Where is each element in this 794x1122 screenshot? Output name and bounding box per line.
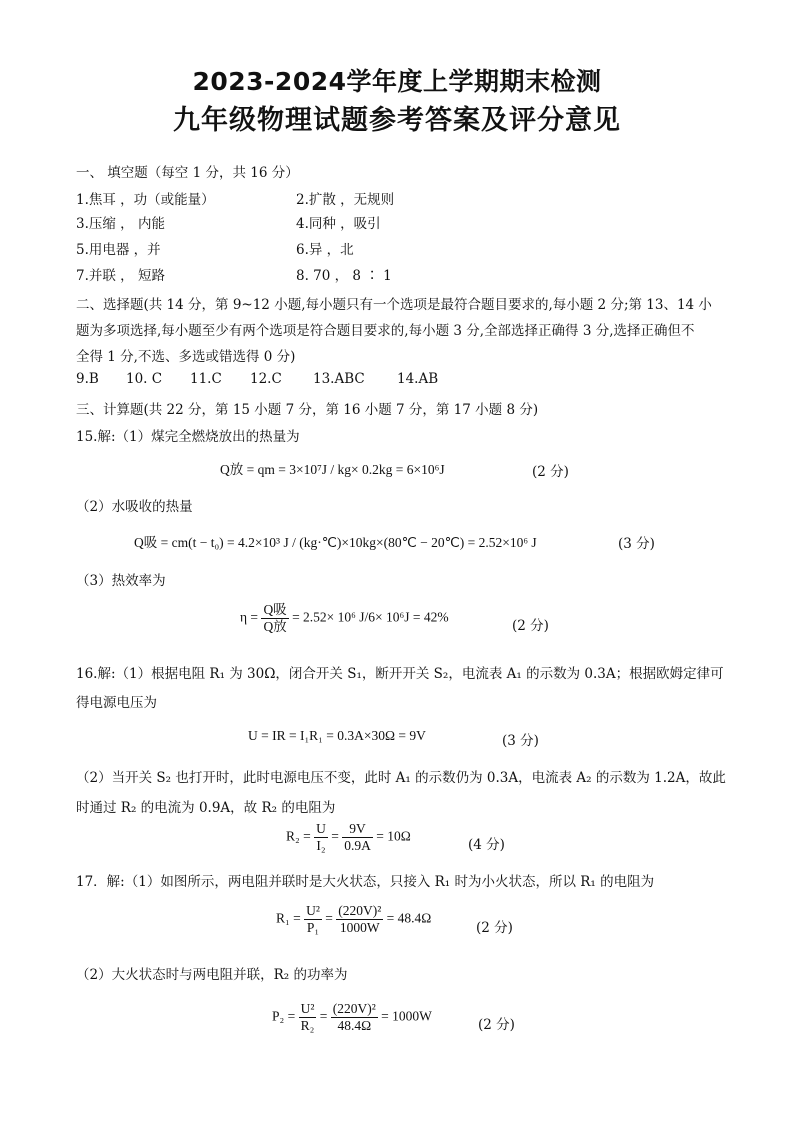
q17-eq2-fraction-2	[331, 1001, 378, 1034]
q15-eq3-fraction	[261, 602, 288, 635]
q17-eq1-f2-denominator: 1000W	[339, 920, 380, 935]
q16-eq2-f1-denominator: I₂	[316, 838, 326, 853]
q17-part2-text: （2）大火状态时与两电阻并联，R₂ 的功率为	[76, 967, 348, 983]
answer-10: 10. C	[126, 371, 163, 387]
q16-score-1: (3 分)	[502, 733, 539, 749]
section3-heading: 三、计算题(共 22 分，第 15 小题 7 分，第 16 小题 7 分，第 17 小题 8 分)	[76, 402, 539, 418]
q16-part1-text-line-2: 得电源电压为	[76, 695, 157, 711]
q15-eq3-lhs: η =	[240, 609, 259, 625]
equals-sign: =	[331, 828, 339, 844]
q16-eq2-f2-numerator: 9V	[342, 821, 373, 838]
answer-3: 3.压缩 ， 内能	[76, 216, 165, 232]
q17-eq1-f1-denominator: P₁	[306, 920, 320, 935]
answer-2: 2.扩散 ，无规则	[296, 192, 395, 208]
answer-9: 9.B	[76, 371, 99, 387]
q17-eq2-f2-numerator: (220V)²	[332, 1001, 376, 1016]
q16-eq2-f1-numerator: U	[316, 821, 326, 836]
q17-eq2-lhs: P₂ =	[272, 1008, 296, 1024]
q17-eq1-f2-numerator: (220V)²	[338, 903, 382, 918]
q15-equation-1: Q放 = qm = 3×10⁷J / kg× 0.2kg = 6×10⁶J	[220, 462, 445, 477]
q16-eq2-f2-denominator: 0.9A	[344, 838, 371, 853]
answer-14: 14.AB	[397, 371, 439, 387]
q16-part2-text-line-1: （2）当开关 S₂ 也打开时，此时电源电压不变，此时 A₁ 的示数仍为 0.3A，电流表 A₂ 的示数为 1.2A，故此	[76, 770, 726, 786]
section2-heading-line-2: 题为多项选择,每小题至少有两个选项是符合题目要求的,每小题 3 分,全部选择正确得 3 分,选择正确但不	[76, 323, 695, 339]
answer-1: 1.焦耳 ，功（或能量）	[76, 192, 215, 208]
q17-equation-2	[272, 1001, 432, 1034]
q16-equation-1: U = IR = I₁R₁ = 0.3A×30Ω = 9V	[248, 728, 426, 743]
q16-part1-text-line-1: 16.解:（1）根据电阻 R₁ 为 30Ω，闭合开关 S₁，断开开关 S₂，电流表 A₁ 的示数为 0.3A；根据欧姆定律可	[76, 666, 724, 682]
q15-part1-text: 15.解:（1）煤完全燃烧放出的热量为	[76, 429, 300, 445]
q15-eq3-rhs: = 2.52× 10⁶ J/6× 10⁶J = 42%	[292, 609, 449, 625]
q15-part3-text: （3）热效率为	[76, 573, 166, 589]
q16-eq2-lhs: R₂ =	[286, 828, 311, 844]
q17-eq2-fraction-1	[299, 1001, 317, 1034]
title-line-2: 九年级物理试题参考答案及评分意见	[173, 105, 621, 136]
q15-equation-3	[240, 602, 449, 635]
q17-eq1-rhs: = 48.4Ω	[386, 910, 432, 926]
section2-heading-line-3: 全得 1 分,不选、多选或错选得 0 分)	[76, 349, 296, 365]
answer-13: 13.ABC	[313, 371, 365, 387]
section2-heading-line-1: 二、选择题(共 14 分，第 9~12 小题,每小题只有一个选项是最符合题目要求的,每小题 2 分;第 13、14 小	[76, 297, 712, 313]
q16-eq2-fraction-1	[314, 821, 328, 854]
equals-sign: =	[325, 910, 333, 926]
answer-8: 8. 70 ， 8 ∶ 1	[296, 268, 392, 284]
q15-score-3: (2 分)	[512, 618, 549, 634]
q16-eq2-rhs: = 10Ω	[376, 828, 411, 844]
q17-eq1-f1-numerator: U²	[306, 903, 320, 918]
q17-eq2-f1-numerator: U²	[300, 1001, 315, 1016]
q17-eq2-rhs: = 1000W	[381, 1008, 432, 1024]
q16-score-2: (4 分)	[468, 837, 505, 853]
q17-eq1-lhs: R₁ =	[276, 910, 301, 926]
q17-equation-1	[276, 903, 431, 936]
q16-equation-2	[286, 821, 411, 854]
q17-score-1: (2 分)	[476, 920, 513, 936]
q15-eq3-denominator: Q放	[263, 619, 287, 634]
answer-12: 12.C	[250, 371, 282, 387]
answer-4: 4.同种 ，吸引	[296, 216, 381, 232]
q17-eq2-f1-denominator: R₂	[300, 1018, 315, 1033]
q16-eq2-fraction-2	[342, 821, 373, 854]
q15-score-1: (2 分)	[532, 464, 569, 480]
answer-5: 5.用电器 ，并	[76, 242, 161, 258]
title-line-1: 2023-2024学年度上学期期末检测	[192, 67, 602, 96]
q17-eq1-fraction-2	[336, 903, 383, 936]
q15-eq3-numerator: Q吸	[263, 602, 287, 617]
q17-score-2: (2 分)	[478, 1017, 515, 1033]
q17-eq1-fraction-1	[304, 903, 322, 936]
equals-sign: =	[319, 1008, 328, 1024]
q15-score-2: (3 分)	[618, 536, 655, 552]
q17-part1-text: 17．解:（1）如图所示，两电阻并联时是大火状态，只接入 R₁ 时为小火状态，所以 R₁ 的电阻为	[76, 874, 655, 890]
q15-part2-text: （2）水吸收的热量	[76, 499, 193, 515]
section1-heading: 一、 填空题（每空 1 分，共 16 分）	[76, 165, 299, 181]
answer-7: 7.并联 ， 短路	[76, 268, 165, 284]
q15-equation-2: Q吸 = cm(t − t₀) = 4.2×10³ J / (kg·℃)×10kg×(80℃ − 20℃) = 2.52×10⁶ J	[134, 535, 537, 550]
answer-6: 6.异 ，北	[296, 242, 354, 258]
q17-eq2-f2-denominator: 48.4Ω	[337, 1018, 372, 1033]
answer-11: 11.C	[190, 371, 222, 387]
q16-part2-text-line-2: 时通过 R₂ 的电流为 0.9A，故 R₂ 的电阻为	[76, 800, 336, 816]
